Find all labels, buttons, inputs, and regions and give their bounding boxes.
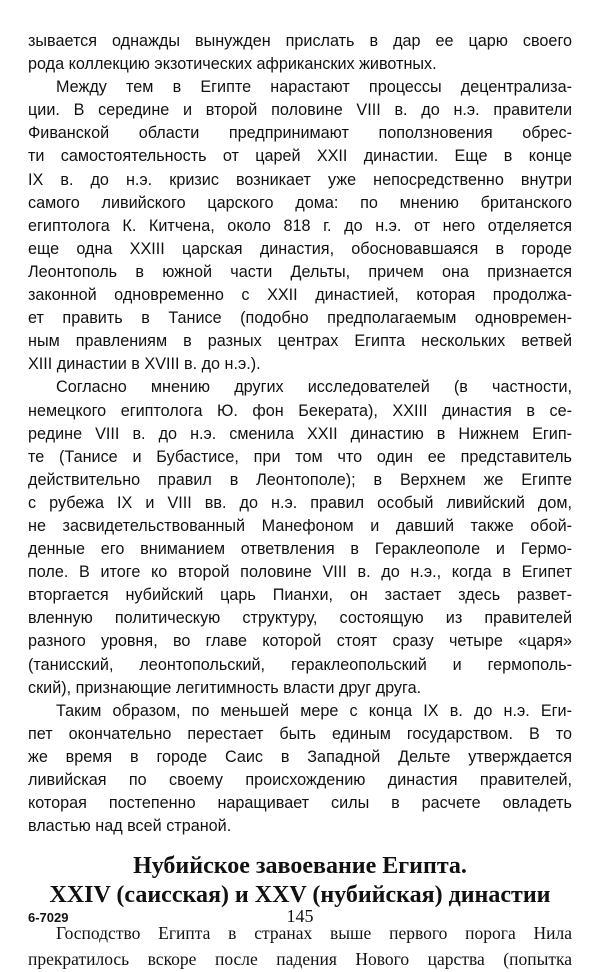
text-line: прекратилось вскоре после падения Нового царства (попытка [28,949,572,970]
text-line: самого ливийского царского дома: по мнению британского [28,193,572,212]
text-line: редине VIII в. до н.э. сменила XXII династию в Нижнем Егип- [28,424,572,443]
text-line: же время в городе Саис в Западной Дельте утверждается [28,747,572,766]
page-body [28,30,572,972]
text-line: вторгается нубийский царь Пианхи, он застает здесь развет- [28,586,572,605]
text-line: властью над всей страной. [28,817,232,836]
page-number: 145 [286,906,314,926]
text-line: (танисский, леонтопольский, гераклеопольский и гермополь- [28,655,572,674]
text-line: ции. В середине и второй половине VIII в. до н.э. правители [28,101,572,120]
text-line: законной одновременно с XXII династией, которая продолжа- [28,286,572,305]
printer-signature: 6-7029 [28,910,69,925]
text-line: с рубежа IX и VIII вв. до н.э. правил особый ливийский дом, [28,493,572,512]
text-line: Таким образом, по меньшей мере с конца IX в. до н.э. Еги- [56,701,572,720]
text-line: египтолога К. Китчена, около 818 г. до н.э. от него отделяется [28,216,572,235]
section-heading [28,852,572,910]
text-line: зывается однажды вынужден прислать в дар ее царю своего [28,32,572,50]
text-line: разного уровня, во главе которой стоят сразу четыре «царя» [28,632,572,651]
text-line: ский), признающие легитимность власти друг друга. [28,678,422,697]
paragraph-3 [28,376,572,699]
page-footer [28,906,572,930]
section-heading-line-2: XXIV (саисская) и XXV (нубийская) династии [49,882,551,909]
text-line: Между тем в Египте нарастают процессы децентрализа- [56,78,572,97]
text-line: ливийская по своему происхождению династия правителей, [28,771,572,789]
text-line: немецкого египтолога Ю. фон Бекерата), XXIII династия в се- [28,401,572,420]
text-line: пет окончательно перестает быть единым государством. В то [28,724,572,743]
text-line: ет править в Танисе (подобно предполагаемым одновремен- [28,309,572,328]
paragraph-2 [28,76,572,376]
text-line: ти самостоятельность от царей XXII династии. Еще в конце [28,147,572,166]
text-line: Фиванской области предпринимают поползновения обрес- [28,124,572,143]
text-line: Согласно мнению других исследователей (в частности, [56,378,572,397]
section-heading-line-1: Нубийское завоевание Египта. [133,853,467,880]
text-line: ным правлениям в разных центрах Египта нескольких ветвей [28,332,572,351]
text-line: денные его вниманием ответвления в Гераклеополе и Гермо- [28,540,572,559]
text-line: XIII династии в XVIII в. до н.э.). [28,355,261,374]
text-line: еще одна XXIII царская династия, обосновавшаяся в городе [28,239,572,258]
text-line: IX в. до н.э. кризис возникает уже непосредственно внутри [28,170,572,189]
text-line: не засвидетельствованный Манефоном и давший также обой- [28,516,572,535]
text-line: которая постепенно наращивает силы в расчете овладеть [28,794,572,813]
text-line: те (Танисе и Бубастисе, при том что один ее представитель [28,447,572,466]
text-line: поле. В итоге ко второй половине VIII в. до н.э., когда в Египет [28,563,572,582]
text-line: рода коллекцию экзотических африканских животных. [28,55,437,74]
text-line: действительно правил в Леонтополе); в Верхнем же Египте [28,470,572,489]
text-line: вленную политическую структуру, состоящую из правителей [28,609,572,628]
paragraph-1 [28,30,572,76]
text-line: Господство Египта в странах выше первого порога Нила [56,923,572,944]
text-line: Леонтополь в южной части Дельты, причем она признается [28,262,572,281]
paragraph-4 [28,700,572,839]
